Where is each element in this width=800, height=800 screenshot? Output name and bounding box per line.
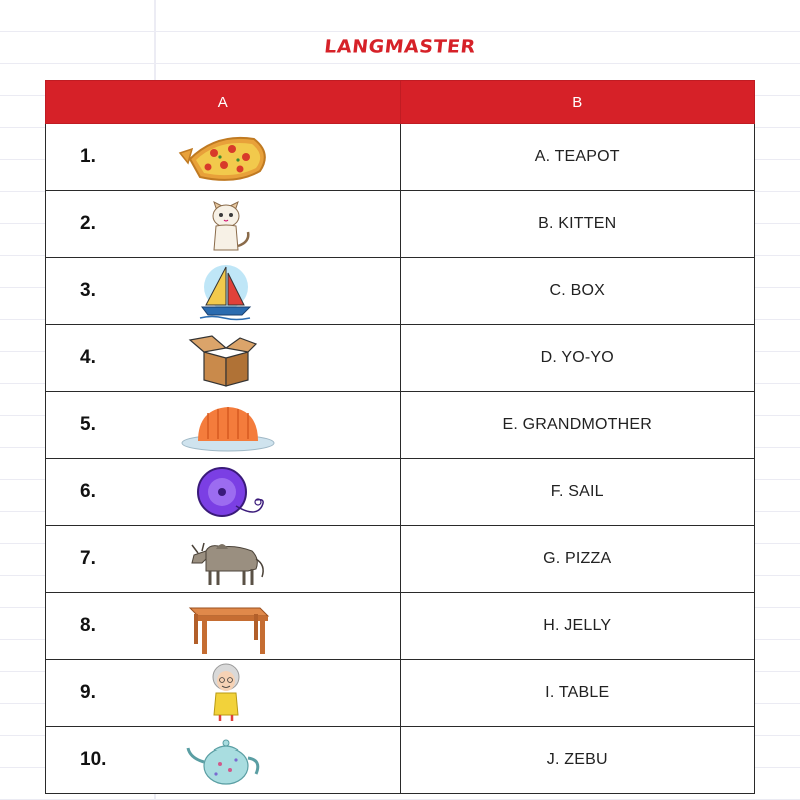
word-cell: C. BOX	[400, 258, 755, 325]
row-number: 3.	[80, 280, 96, 301]
picture-cell	[46, 124, 401, 191]
word-cell: F. SAIL	[400, 459, 755, 526]
table-row	[46, 459, 755, 526]
picture-cell	[46, 660, 401, 727]
pizza-icon	[176, 127, 276, 187]
table-row	[46, 258, 755, 325]
brand-logo: LANGMASTER	[323, 36, 477, 58]
box-icon	[176, 328, 276, 388]
table-row	[46, 124, 755, 191]
table-row	[46, 660, 755, 727]
zebu-icon	[176, 529, 276, 589]
row-number: 10.	[80, 749, 107, 770]
picture-cell	[46, 593, 401, 660]
table-header-row	[46, 81, 755, 124]
row-number: 6.	[80, 481, 96, 502]
grandmother-icon	[176, 663, 276, 723]
picture-cell	[46, 459, 401, 526]
table-row	[46, 191, 755, 258]
row-number: 5.	[80, 414, 96, 435]
matching-table	[45, 80, 755, 794]
table-row	[46, 526, 755, 593]
row-number: 8.	[80, 615, 96, 636]
sailboat-icon	[176, 261, 276, 321]
column-header-a: A	[46, 81, 401, 124]
row-number: 2.	[80, 213, 96, 234]
column-header-b: B	[400, 81, 755, 124]
row-number: 9.	[80, 682, 96, 703]
picture-cell	[46, 727, 401, 794]
table-row	[46, 392, 755, 459]
kitten-icon	[176, 194, 276, 254]
table-row	[46, 593, 755, 660]
teapot-icon	[176, 730, 276, 790]
picture-cell	[46, 258, 401, 325]
picture-cell	[46, 392, 401, 459]
yoyo-icon	[176, 462, 276, 522]
row-number: 4.	[80, 347, 96, 368]
picture-cell	[46, 191, 401, 258]
jelly-icon	[176, 395, 276, 455]
word-cell: D. YO-YO	[400, 325, 755, 392]
picture-cell	[46, 325, 401, 392]
table-row	[46, 325, 755, 392]
table-row	[46, 727, 755, 794]
word-cell: A. TEAPOT	[400, 124, 755, 191]
word-cell: B. KITTEN	[400, 191, 755, 258]
word-cell: J. ZEBU	[400, 727, 755, 794]
table-icon	[176, 596, 276, 656]
word-cell: E. GRANDMOTHER	[400, 392, 755, 459]
word-cell: H. JELLY	[400, 593, 755, 660]
row-number: 7.	[80, 548, 96, 569]
row-number: 1.	[80, 146, 96, 167]
word-cell: G. PIZZA	[400, 526, 755, 593]
word-cell: I. TABLE	[400, 660, 755, 727]
picture-cell	[46, 526, 401, 593]
